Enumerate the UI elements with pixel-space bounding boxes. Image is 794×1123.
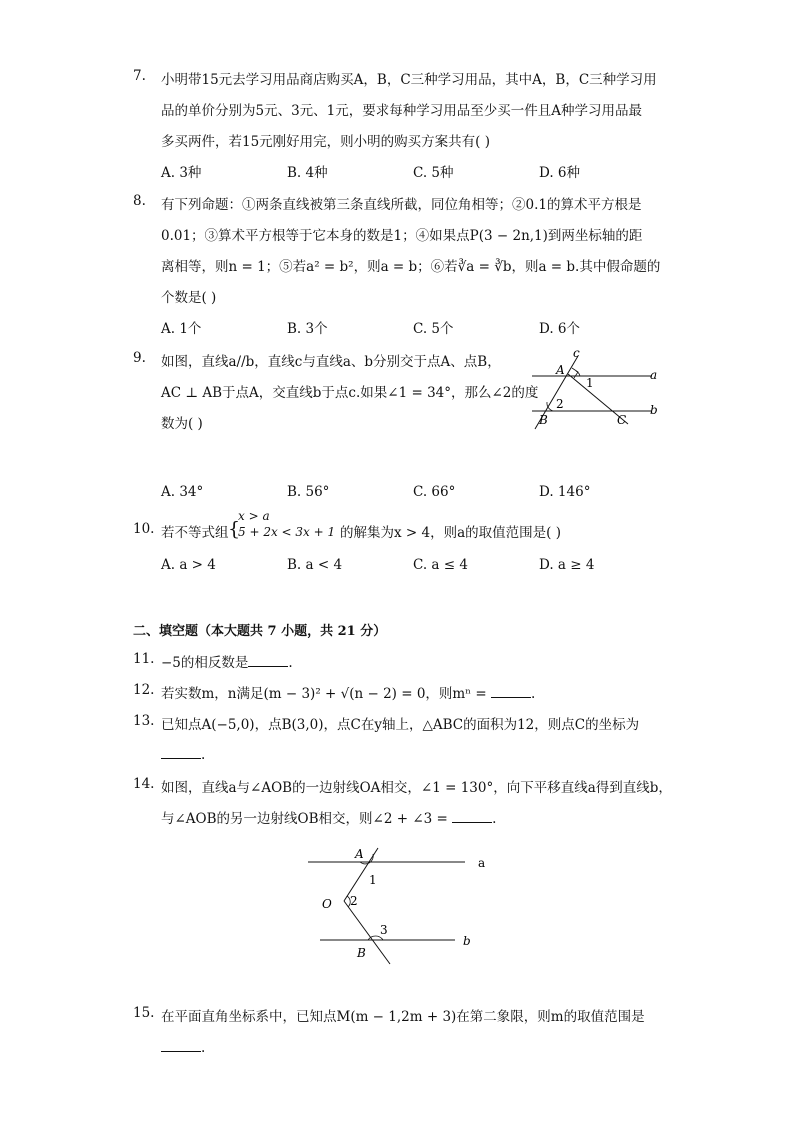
q8-number: 8.: [133, 193, 146, 209]
q7-line-3: 多买两件，若15元刚好用完，则小明的购买方案共有( ): [161, 134, 491, 150]
q14-label-a: a: [478, 856, 486, 870]
q14-label-O: O: [322, 897, 332, 911]
q10-option-c: C. a ≤ 4: [413, 557, 468, 573]
q11-blank: [248, 652, 288, 667]
q9-label-c: c: [573, 346, 580, 360]
q14-label-2: 2: [350, 894, 358, 908]
q13-blank: [161, 744, 201, 759]
q9-label-C: C: [617, 413, 627, 427]
q9-label-b: b: [650, 403, 658, 417]
q9-line-3: 数为( ): [161, 416, 203, 432]
q8-option-d: D. 6个: [539, 321, 581, 337]
q10-number: 10.: [133, 521, 155, 537]
q9-label-1: 1: [586, 376, 594, 390]
q9-option-c: C. 66°: [413, 484, 456, 500]
q14-text: 与∠AOB的另一边射线OB相交，则∠2 + ∠3 =: [161, 811, 453, 827]
q11-end: .: [288, 655, 293, 671]
q9-line-2: AC ⊥ AB于点A，交直线b于点c.如果∠1 = 34°，那么∠2的度: [161, 385, 539, 401]
q8-line-3: 离相等，则n = 1；⑤若a² = b²，则a = b；⑥若∛a = ∛b，则a = b.其中假命题的: [161, 259, 661, 275]
q14-line-2: [161, 807, 496, 827]
q12-line: [161, 682, 535, 702]
q15-number: 15.: [133, 1005, 155, 1021]
q14-label-A: A: [355, 847, 364, 861]
q15-end: .: [201, 1040, 206, 1056]
q9-option-b: B. 56°: [287, 484, 330, 500]
q10-option-a: A. a > 4: [161, 557, 216, 573]
q9-label-a: a: [650, 368, 658, 382]
q12-end: .: [530, 686, 536, 702]
q14-figure: [300, 840, 490, 965]
q14-label-3: 3: [380, 923, 388, 937]
q9-label-B: B: [539, 413, 548, 427]
q13-end: .: [201, 747, 206, 763]
q13-line-1: 已知点A(−5,0)，点B(3,0)，点C在y轴上，△ABC的面积为12，则点C的坐标为: [161, 717, 640, 733]
q8-line-4: 个数是( ): [161, 290, 217, 306]
q14-blank: [452, 808, 492, 823]
q9-number: 9.: [133, 350, 146, 366]
q7-option-b: B. 4种: [287, 165, 328, 181]
q15-blank: [161, 1037, 201, 1052]
q12-text: 若实数m，n满足(m − 3)² + √(n − 2) = 0，则mⁿ =: [161, 686, 491, 702]
q8-option-a: A. 1个: [161, 321, 202, 337]
q14-label-b: b: [463, 934, 471, 948]
q14-label-B: B: [357, 946, 366, 960]
q10-system-2: 5 + 2x < 3x + 1: [238, 525, 336, 539]
q14-line-1: 如图，直线a与∠AOB的一边射线OA相交，∠1 = 130°，向下平移直线a得到直线b，: [161, 780, 672, 796]
q8-option-b: B. 3个: [287, 321, 328, 337]
q12-number: 12.: [133, 682, 155, 698]
q11-text: −5的相反数是: [161, 655, 249, 671]
q15-line-1: 在平面直角坐标系中，已知点M(m − 1,2m + 3)在第二象限，则m的取值范围是: [161, 1009, 645, 1025]
q9-label-2: 2: [556, 397, 564, 411]
q10-option-b: B. a < 4: [287, 557, 343, 573]
q9-line-1: 如图，直线a//b，直线c与直线a、b分别交于点A、点B，: [161, 354, 501, 370]
q10-brace: {: [228, 518, 241, 540]
section-2-heading: 二、填空题（本大题共 7 小题，共 21 分）: [133, 624, 387, 639]
q13-number: 13.: [133, 713, 155, 729]
q9-figure: [520, 344, 670, 430]
q7-line-2: 品的单价分别为5元、3元、1元，要求每种学习用品至少买一件且A种学习用品最: [161, 103, 643, 119]
q11-line: [161, 651, 293, 671]
q7-option-a: A. 3种: [161, 165, 202, 181]
q9-option-d: D. 146°: [539, 484, 591, 500]
q7-option-d: D. 6种: [539, 165, 581, 181]
q8-option-c: C. 5个: [413, 321, 454, 337]
q10-prefix: 若不等式组: [161, 525, 229, 541]
q14-end: .: [492, 811, 497, 827]
q10-suffix: 的解集为x > 4，则a的取值范围是( ): [340, 525, 561, 541]
q8-line-1: 有下列命题：①两条直线被第三条直线所截，同位角相等；②0.1的算术平方根是: [161, 197, 642, 213]
q10-option-d: D. a ≥ 4: [539, 557, 595, 573]
q13-line-2: [161, 744, 205, 763]
q7-line-1: 小明带15元去学习用品商店购买A，B，C三种学习用品，其中A，B，C三种学习用: [161, 72, 657, 88]
q14-number: 14.: [133, 776, 155, 792]
q8-line-2: 0.01；③算术平方根等于它本身的数是1；④如果点P(3 − 2n,1)到两坐标轴的距: [161, 228, 643, 244]
q15-line-2: [161, 1037, 205, 1056]
q10-system-1: x > a: [238, 509, 270, 523]
q14-label-1: 1: [369, 873, 377, 887]
q9-label-A: A: [556, 363, 565, 377]
q7-number: 7.: [133, 68, 146, 84]
q11-number: 11.: [133, 651, 155, 667]
q12-blank: [491, 683, 531, 698]
q7-option-c: C. 5种: [413, 165, 454, 181]
q9-option-a: A. 34°: [161, 484, 204, 500]
